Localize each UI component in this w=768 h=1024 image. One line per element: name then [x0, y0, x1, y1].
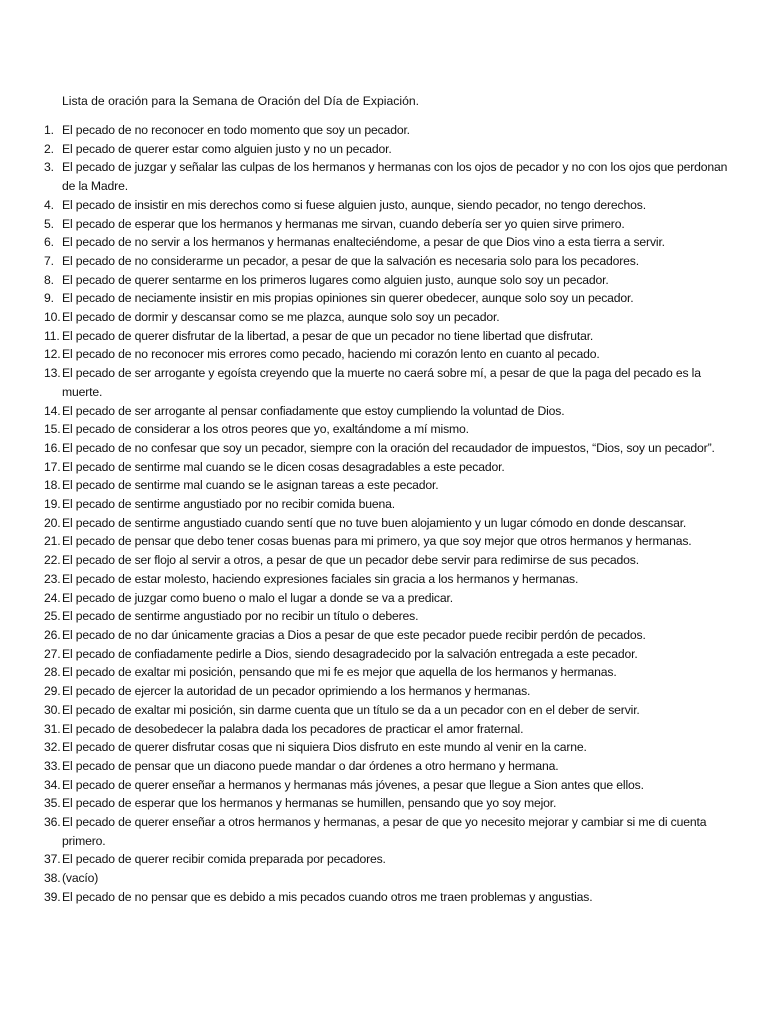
item-text: El pecado de neciamente insistir en mis propias opiniones sin querer obedecer, aunque solo soy un pecador.: [62, 291, 634, 306]
list-item: [0, 289, 768, 308]
item-number: 27.: [44, 646, 61, 661]
item-number: 21.: [44, 534, 61, 549]
item-number: 38.: [44, 871, 61, 886]
item-text: El pecado de sentirme mal cuando se le dicen cosas desagradables a este pecador.: [62, 459, 505, 474]
list-item: [0, 514, 768, 533]
item-number: 39.: [44, 889, 61, 904]
list-item: [0, 476, 768, 495]
item-number: 3.: [44, 160, 54, 175]
item-number: 4.: [44, 197, 54, 212]
item-number: 12.: [44, 347, 61, 362]
item-text: El pecado de no reconocer en todo momento que soy un pecador.: [62, 123, 410, 137]
item-text: El pecado de no confesar que soy un pecador, siempre con la oración del recaudador de impuestos, “Dios, soy un pecador”.: [62, 440, 715, 455]
item-number: 16.: [44, 440, 61, 455]
list-item: [0, 850, 768, 869]
item-text: El pecado de no pensar que es debido a mis pecados cuando otros me traen problemas y angustias.: [62, 889, 593, 904]
item-number: 34.: [44, 777, 61, 792]
list-item: [0, 663, 768, 682]
item-text: El pecado de esperar que los hermanos y hermanas me sirvan, cuando debería ser yo quien sirve primero.: [62, 216, 625, 231]
item-number: 6.: [44, 235, 54, 250]
item-text: El pecado de ser flojo al servir a otros, a pesar de que un pecador debe servir para redimirse de sus pecados.: [62, 553, 639, 568]
item-text: El pecado de juzgar y señalar las culpas de los hermanos y hermanas con los ojos de pecador y no con los ojos que perdonan de la Madre.: [62, 160, 728, 194]
item-text: El pecado de querer enseñar a otros hermanos y hermanas, a pesar de que yo necesito mejorar y cambiar si me di cuenta primero.: [62, 815, 707, 848]
item-text: El pecado de sentirme mal cuando se le asignan tareas a este pecador.: [62, 478, 439, 493]
item-text: El pecado de querer estar como alguien justo y no un pecador.: [62, 141, 392, 156]
item-text: El pecado de exaltar mi posición, sin darme cuenta que un título se da a un pecador con en el deber de servir.: [62, 702, 640, 717]
list-item: [0, 888, 768, 907]
item-text: El pecado de querer disfrutar de la libertad, a pesar de que un pecador no tiene libertad que disfrutar.: [62, 328, 594, 343]
list-item: [0, 121, 768, 140]
list-item: [0, 869, 768, 888]
list-item: [0, 532, 768, 551]
list-item: [0, 458, 768, 477]
item-number: 7.: [44, 253, 54, 268]
item-number: 33.: [44, 758, 61, 773]
list-item: [0, 345, 768, 364]
item-text: El pecado de ejercer la autoridad de un pecador oprimiendo a los hermanos y hermanas.: [62, 684, 531, 699]
item-text: El pecado de querer enseñar a hermanos y hermanas más jóvenes, a pesar que llegue a Sion antes que ellos.: [62, 777, 644, 792]
item-text: El pecado de sentirme angustiado cuando sentí que no tuve buen alojamiento y un lugar cómodo en donde descansar.: [62, 515, 687, 530]
item-number: 15.: [44, 422, 61, 437]
item-text: El pecado de considerar a los otros peores que yo, exaltándome a mí mismo.: [62, 422, 469, 437]
item-number: 29.: [44, 684, 61, 699]
list-item: [0, 645, 768, 664]
item-number: 36.: [44, 815, 61, 830]
list-item: [0, 813, 768, 850]
item-number: 25.: [44, 609, 61, 624]
list-item: [0, 308, 768, 327]
item-text: El pecado de sentirme angustiado por no recibir comida buena.: [62, 497, 395, 512]
item-text: El pecado de querer disfrutar cosas que ni siquiera Dios disfruto en este mundo al venir en la carne.: [62, 740, 587, 755]
item-text: (vacío): [62, 871, 99, 886]
item-number: 37.: [44, 852, 61, 867]
item-text: El pecado de no reconocer mis errores como pecado, haciendo mi corazón lento en cuanto al pecado.: [62, 347, 600, 362]
list-item: [0, 495, 768, 514]
sin-list: [0, 121, 768, 907]
list-item: [0, 626, 768, 645]
list-item: [0, 158, 768, 195]
item-number: 19.: [44, 497, 61, 512]
list-item: [0, 233, 768, 252]
list-item: [0, 402, 768, 421]
item-number: 31.: [44, 721, 61, 736]
item-number: 14.: [44, 403, 61, 418]
item-number: 20.: [44, 515, 61, 530]
item-text: El pecado de no considerarme un pecador, a pesar de que la salvación es necesaria solo para los pecadores.: [62, 253, 639, 268]
document-title: Lista de oración para la Semana de Oración del Día de Expiación.: [62, 94, 420, 108]
item-number: 8.: [44, 272, 54, 287]
item-text: El pecado de no servir a los hermanos y hermanas enalteciéndome, a pesar de que Dios vino a esta tierra a servir.: [62, 235, 665, 250]
item-number: 1.: [44, 123, 54, 137]
item-text: El pecado de juzgar como bueno o malo el lugar a donde se va a predicar.: [62, 590, 453, 605]
item-number: 23.: [44, 571, 61, 586]
item-text: El pecado de esperar que los hermanos y hermanas se humillen, pensando que yo soy mejor.: [62, 796, 557, 811]
item-number: 10.: [44, 310, 61, 325]
item-text: El pecado de sentirme angustiado por no recibir un título o deberes.: [62, 609, 419, 624]
item-number: 5.: [44, 216, 54, 231]
list-item: [0, 271, 768, 290]
item-number: 22.: [44, 553, 61, 568]
item-text: El pecado de no dar únicamente gracias a Dios a pesar de que este pecador puede recibir perdón de pecados.: [62, 627, 646, 642]
item-number: 11.: [44, 328, 60, 343]
list-item: [0, 738, 768, 757]
item-text: El pecado de estar molesto, haciendo expresiones faciales sin gracia a los hermanos y hermanas.: [62, 571, 579, 586]
list-item: [0, 776, 768, 795]
list-item: [0, 215, 768, 234]
list-item: [0, 607, 768, 626]
list-item: [0, 252, 768, 271]
item-number: 24.: [44, 590, 61, 605]
list-item: [0, 140, 768, 159]
list-item: [0, 551, 768, 570]
list-item: [0, 570, 768, 589]
item-number: 17.: [44, 459, 61, 474]
item-number: 2.: [44, 141, 54, 156]
item-text: El pecado de insistir en mis derechos como si fuese alguien justo, aunque, siendo pecador, no tengo derechos.: [62, 197, 646, 212]
item-number: 26.: [44, 627, 61, 642]
item-text: El pecado de dormir y descansar como se me plazca, aunque solo soy un pecador.: [62, 310, 500, 325]
list-item: [0, 720, 768, 739]
item-number: 13.: [44, 366, 61, 381]
list-item: [0, 364, 768, 401]
item-text: El pecado de ser arrogante y egoísta creyendo que la muerte no caerá sobre mí, a pesar de que la paga del pecado es la muerte.: [62, 366, 701, 399]
item-text: El pecado de ser arrogante al pensar confiadamente que estoy cumpliendo la voluntad de Dios.: [62, 403, 565, 418]
list-item: [0, 589, 768, 608]
item-text: El pecado de exaltar mi posición, pensando que mi fe es mejor que aquella de los hermanos y hermanas.: [62, 665, 617, 680]
item-text: El pecado de pensar que debo tener cosas buenas para mi primero, ya que soy mejor que otros hermanos y hermanas.: [62, 534, 692, 549]
list-item: [0, 327, 768, 346]
item-text: El pecado de querer sentarme en los primeros lugares como alguien justo, aunque solo soy un pecador.: [62, 272, 609, 287]
list-item: [0, 439, 768, 458]
item-text: El pecado de querer recibir comida preparada por pecadores.: [62, 852, 386, 867]
item-number: 18.: [44, 478, 61, 493]
list-item: [0, 701, 768, 720]
item-number: 30.: [44, 702, 61, 717]
list-item: [0, 196, 768, 215]
list-item: [0, 682, 768, 701]
item-number: 35.: [44, 796, 61, 811]
item-text: El pecado de confiadamente pedirle a Dios, siendo desagradecido por la salvación entregada a este pecador.: [62, 646, 638, 661]
item-number: 28.: [44, 665, 61, 680]
item-text: El pecado de desobedecer la palabra dada los pecadores de practicar el amor fraternal.: [62, 721, 524, 736]
item-text: El pecado de pensar que un diacono puede mandar o dar órdenes a otro hermano y hermana.: [62, 758, 559, 773]
list-item: [0, 794, 768, 813]
list-item: [0, 420, 768, 439]
item-number: 9.: [44, 291, 54, 306]
item-number: 32.: [44, 740, 61, 755]
list-item: [0, 757, 768, 776]
